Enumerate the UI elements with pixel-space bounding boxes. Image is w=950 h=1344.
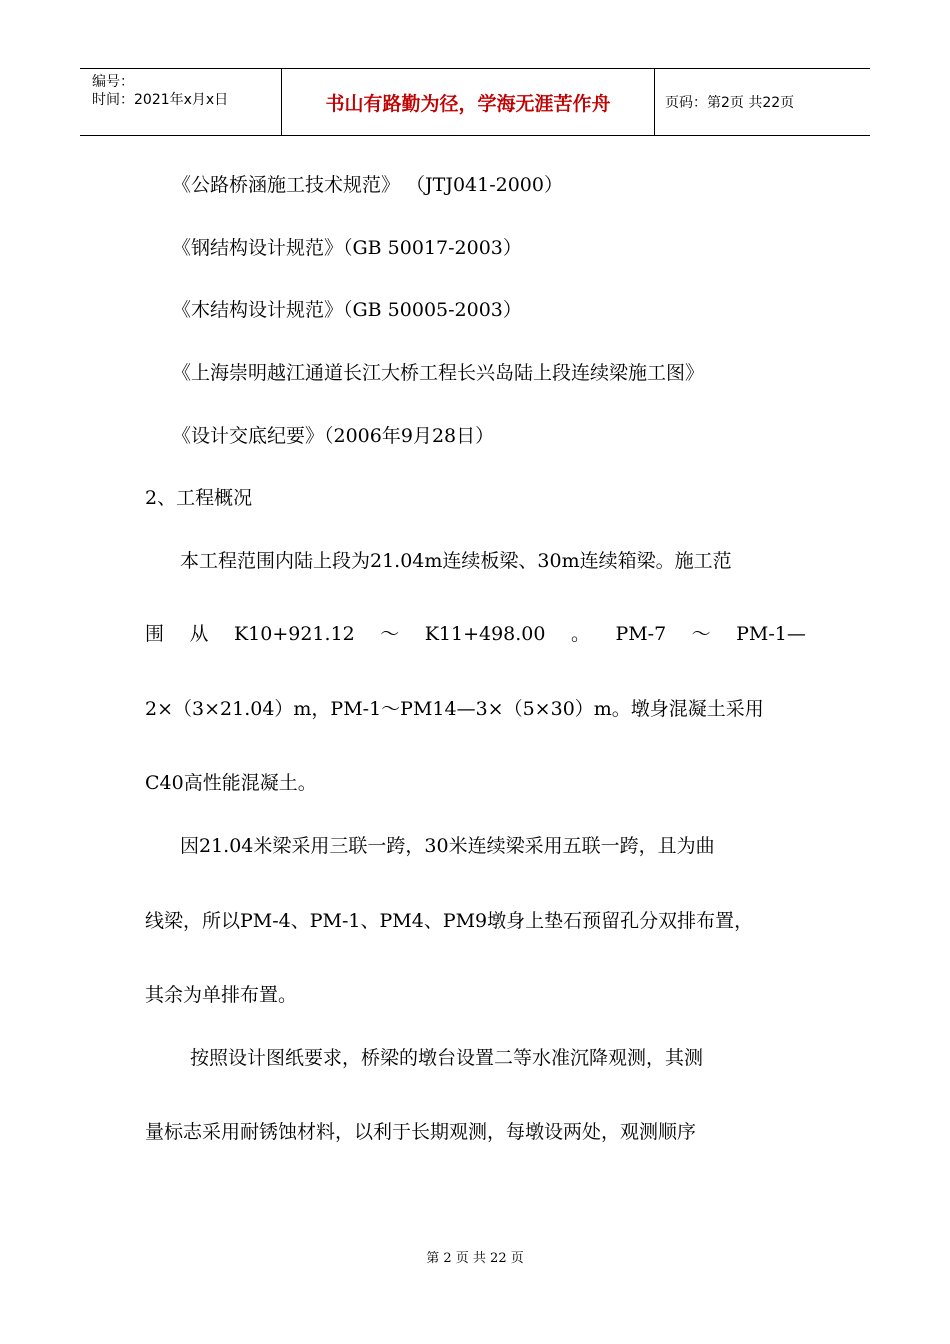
para1-line2-part: ～ — [691, 623, 711, 645]
number-label: 编号： — [92, 74, 134, 90]
page-header — [80, 68, 870, 136]
section-heading: 2、工程概况 — [145, 487, 253, 509]
para1-line4: C40高性能混凝土。 — [145, 772, 317, 794]
para1-line2-part: 。 — [570, 623, 590, 645]
para2-line1: 因21.04米梁采用三联一跨，30米连续梁采用五联一跨，且为曲 — [180, 835, 715, 857]
para1-line1: 本工程范围内陆上段为21.04m连续板梁、30m连续箱梁。施工范 — [180, 550, 732, 572]
para1-line2-part: K10+921.12 — [233, 623, 355, 645]
para2-line3: 其余为单排布置。 — [145, 984, 298, 1006]
para1-line2-part: PM-1— — [736, 623, 806, 645]
para1-line2-part: 围 — [145, 623, 165, 645]
header-meta — [80, 69, 282, 135]
reference-1: 《公路桥涵施工技术规范》 （JTJ041-2000） — [172, 174, 563, 196]
reference-3: 《木结构设计规范》（GB 50005-2003） — [172, 299, 522, 321]
para2-line2: 线梁，所以PM-4、PM-1、PM4、PM9墩身上垫石预留孔分双排布置， — [145, 910, 754, 932]
para3-line2: 量标志采用耐锈蚀材料，以利于长期观测，每墩设两处，观测顺序 — [145, 1121, 697, 1143]
header-motto: 书山有路勤为径，学海无涯苦作舟 — [282, 69, 655, 135]
reference-2: 《钢结构设计规范》（GB 50017-2003） — [172, 237, 522, 259]
date-label: 时间：2021年x月x日 — [92, 92, 229, 108]
para1-line2-part: PM-7 — [615, 623, 667, 645]
para1-line2-part: 从 — [189, 623, 209, 645]
header-page-info: 页码：第2页 共22页 — [665, 95, 795, 111]
page-footer: 第 2 页 共 22 页 — [426, 1251, 524, 1266]
para3-line1: 按照设计图纸要求，桥梁的墩台设置二等水准沉降观测，其测 — [190, 1047, 704, 1069]
para1-line2 — [145, 622, 806, 646]
para1-line2-part: K11+498.00 — [424, 623, 546, 645]
para1-line2-part: ～ — [380, 623, 400, 645]
reference-5: 《设计交底纪要》（2006年9月28日） — [172, 425, 495, 447]
reference-4: 《上海崇明越江通道长江大桥工程长兴岛陆上段连续梁施工图》 — [172, 362, 705, 384]
para1-line3: 2×（3×21.04）m，PM-1～PM14—3×（5×30）m。墩身混凝土采用 — [145, 698, 764, 720]
